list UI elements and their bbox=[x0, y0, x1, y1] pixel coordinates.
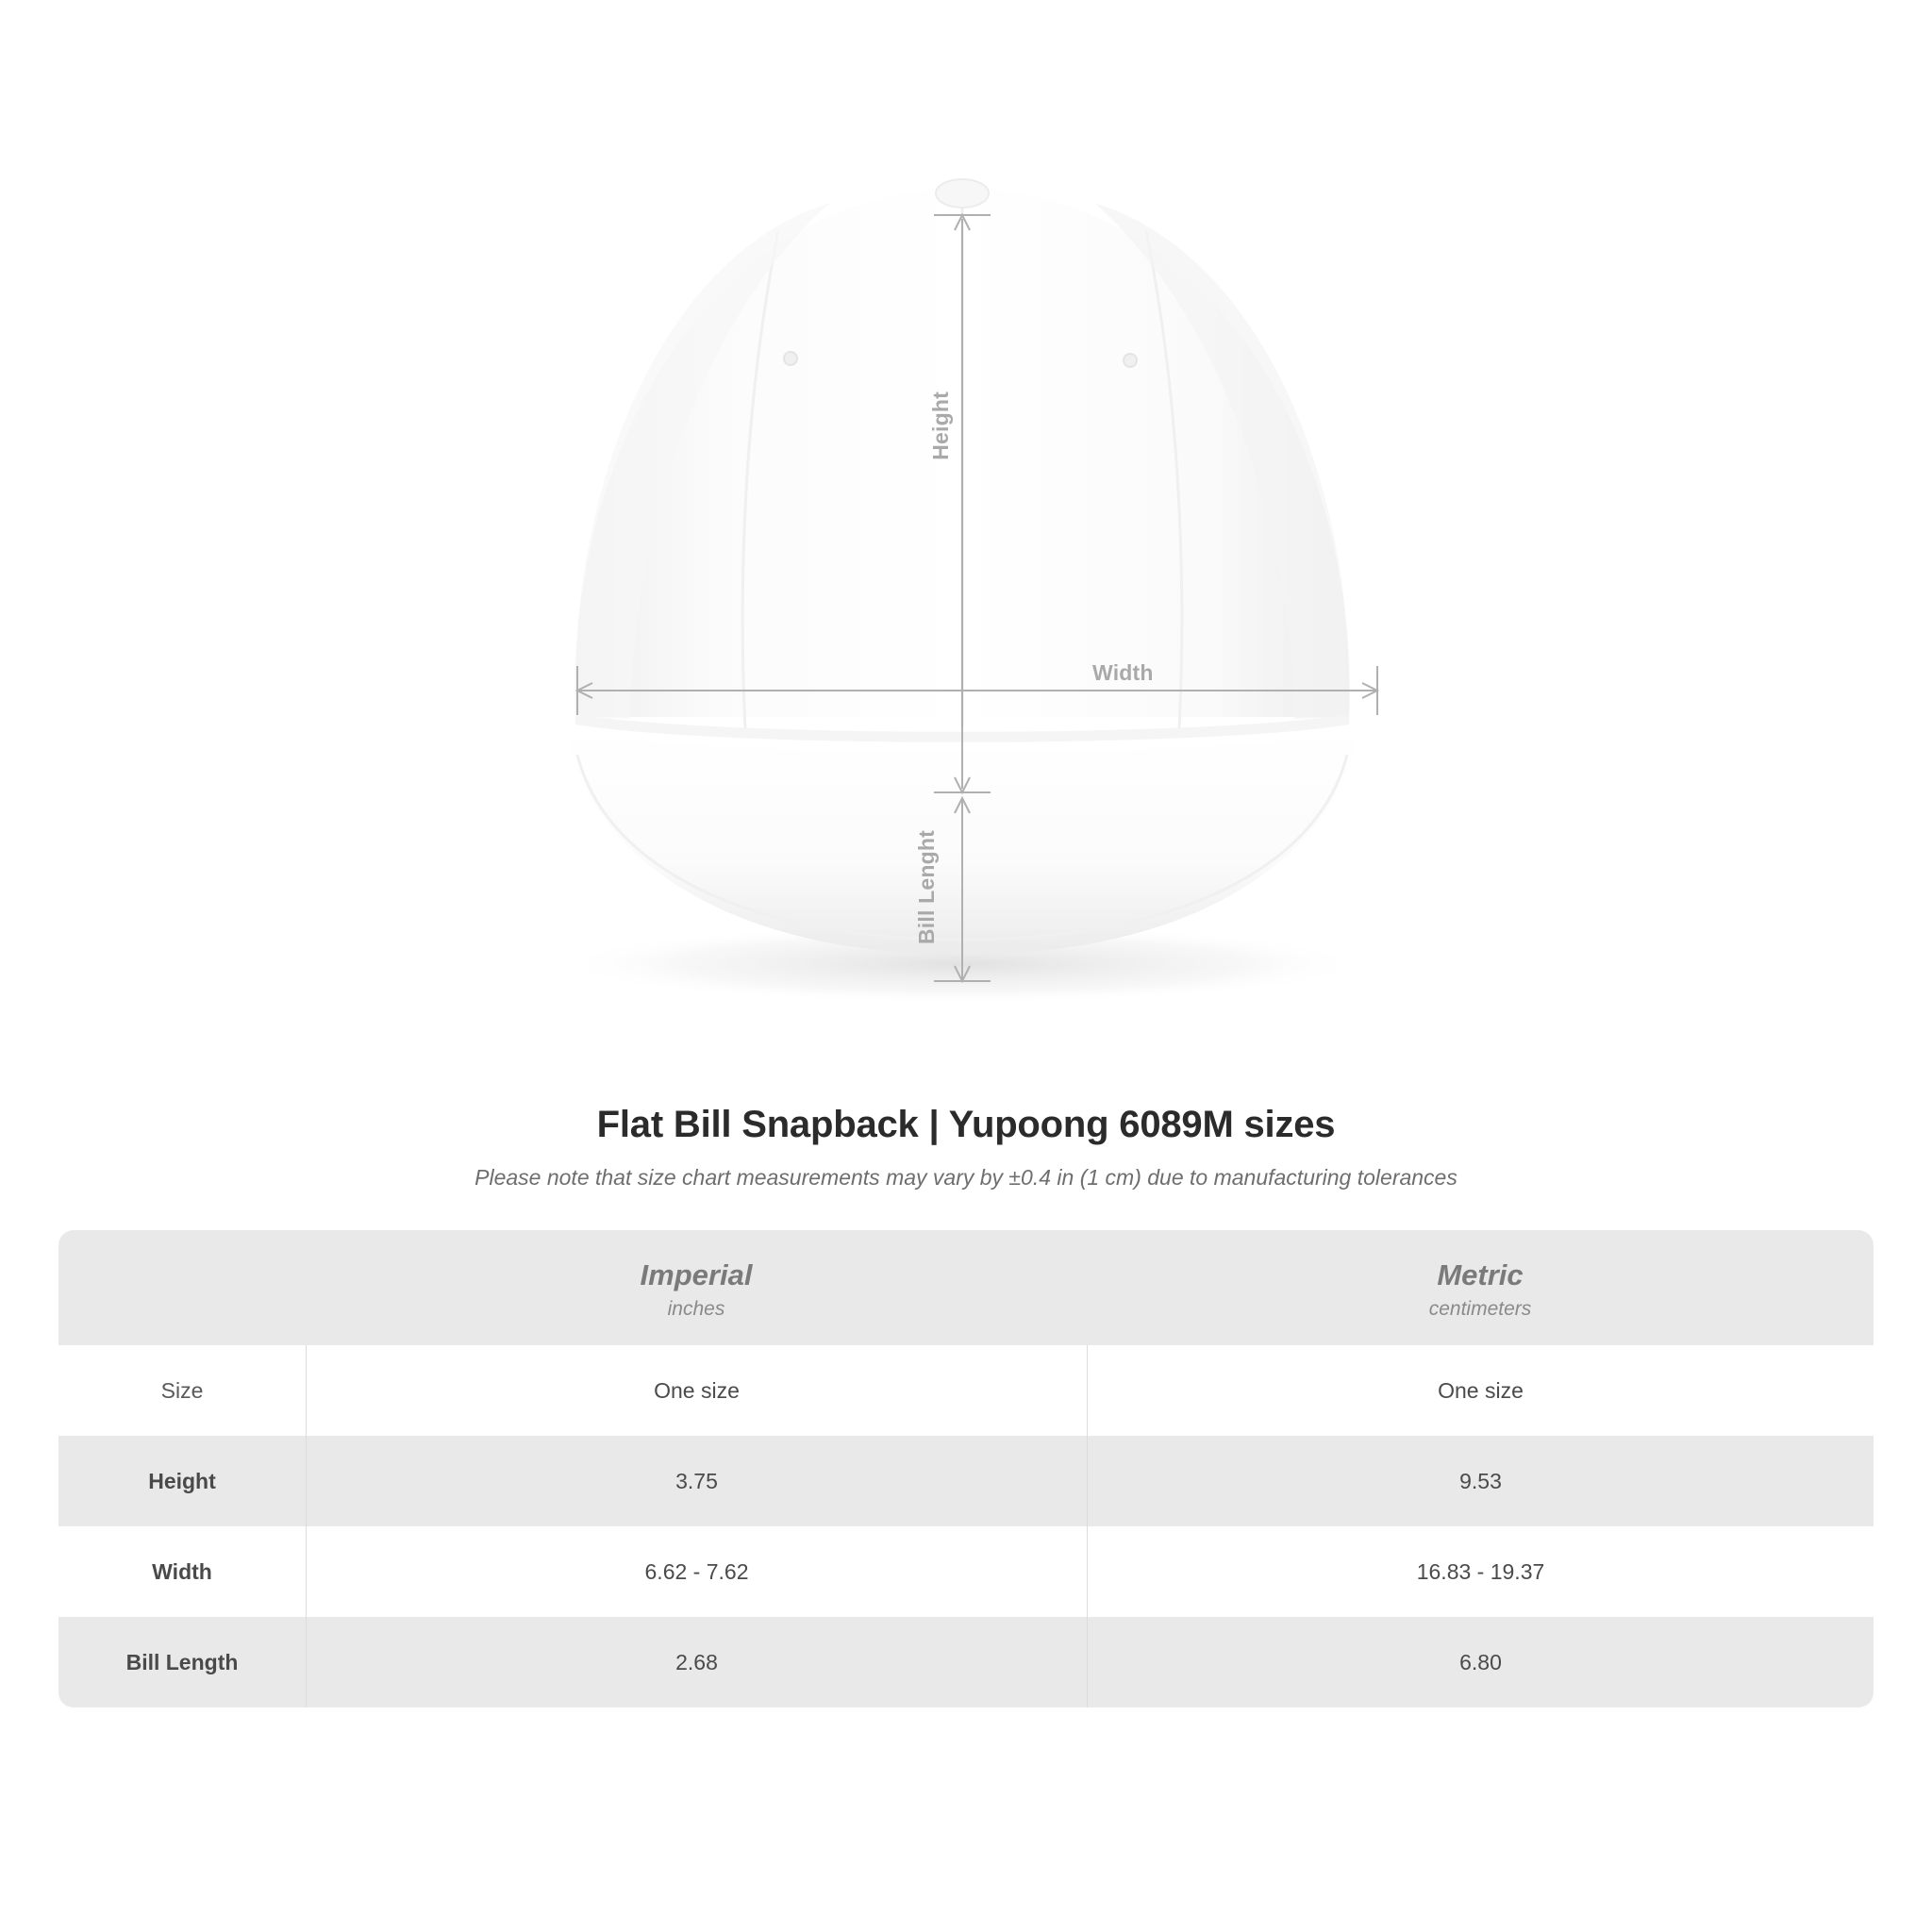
row-label-height: Height bbox=[58, 1436, 306, 1526]
tolerance-note: Please note that size chart measurements may vary by ±0.4 in (1 cm) due to manufacturing tolerances bbox=[475, 1165, 1457, 1190]
row-width-imperial: 6.62 - 7.62 bbox=[306, 1526, 1087, 1617]
row-bill-length-metric: 6.80 bbox=[1087, 1617, 1874, 1707]
title-block bbox=[0, 1104, 1932, 1191]
header-corner-cell bbox=[58, 1230, 306, 1345]
height-dimension-label: Height bbox=[928, 391, 953, 460]
row-label-width: Width bbox=[58, 1526, 306, 1617]
header-metric-name: Metric bbox=[1437, 1258, 1524, 1291]
header-imperial-name: Imperial bbox=[640, 1258, 753, 1291]
table-row bbox=[58, 1526, 1874, 1617]
row-size-imperial: One size bbox=[306, 1345, 1087, 1436]
row-height-metric: 9.53 bbox=[1087, 1436, 1874, 1526]
header-imperial-sub: inches bbox=[667, 1298, 725, 1320]
table-header-row bbox=[58, 1230, 1874, 1345]
size-table-body bbox=[58, 1345, 1874, 1707]
row-size-metric: One size bbox=[1087, 1345, 1874, 1436]
page-title: Flat Bill Snapback | Yupoong 6089M sizes bbox=[596, 1104, 1336, 1145]
width-dimension-label: Width bbox=[1092, 660, 1154, 685]
row-bill-length-imperial: 2.68 bbox=[306, 1617, 1087, 1707]
header-metric-sub: centimeters bbox=[1428, 1298, 1532, 1320]
bill-length-label-line2: Lenght bbox=[914, 830, 939, 904]
table-row bbox=[58, 1617, 1874, 1707]
bill-length-label-line1: Bill bbox=[914, 909, 939, 945]
size-table-head bbox=[58, 1230, 1874, 1345]
size-table bbox=[58, 1230, 1874, 1707]
row-height-imperial: 3.75 bbox=[306, 1436, 1087, 1526]
size-table-wrap bbox=[58, 1230, 1874, 1707]
header-imperial bbox=[306, 1230, 1087, 1345]
table-row bbox=[58, 1345, 1874, 1436]
bill-length-dimension-label bbox=[915, 830, 938, 944]
row-label-bill-length: Bill Length bbox=[58, 1617, 306, 1707]
header-metric bbox=[1087, 1230, 1874, 1345]
table-row bbox=[58, 1436, 1874, 1526]
row-label-size: Size bbox=[58, 1345, 306, 1436]
row-width-metric: 16.83 - 19.37 bbox=[1087, 1526, 1874, 1617]
